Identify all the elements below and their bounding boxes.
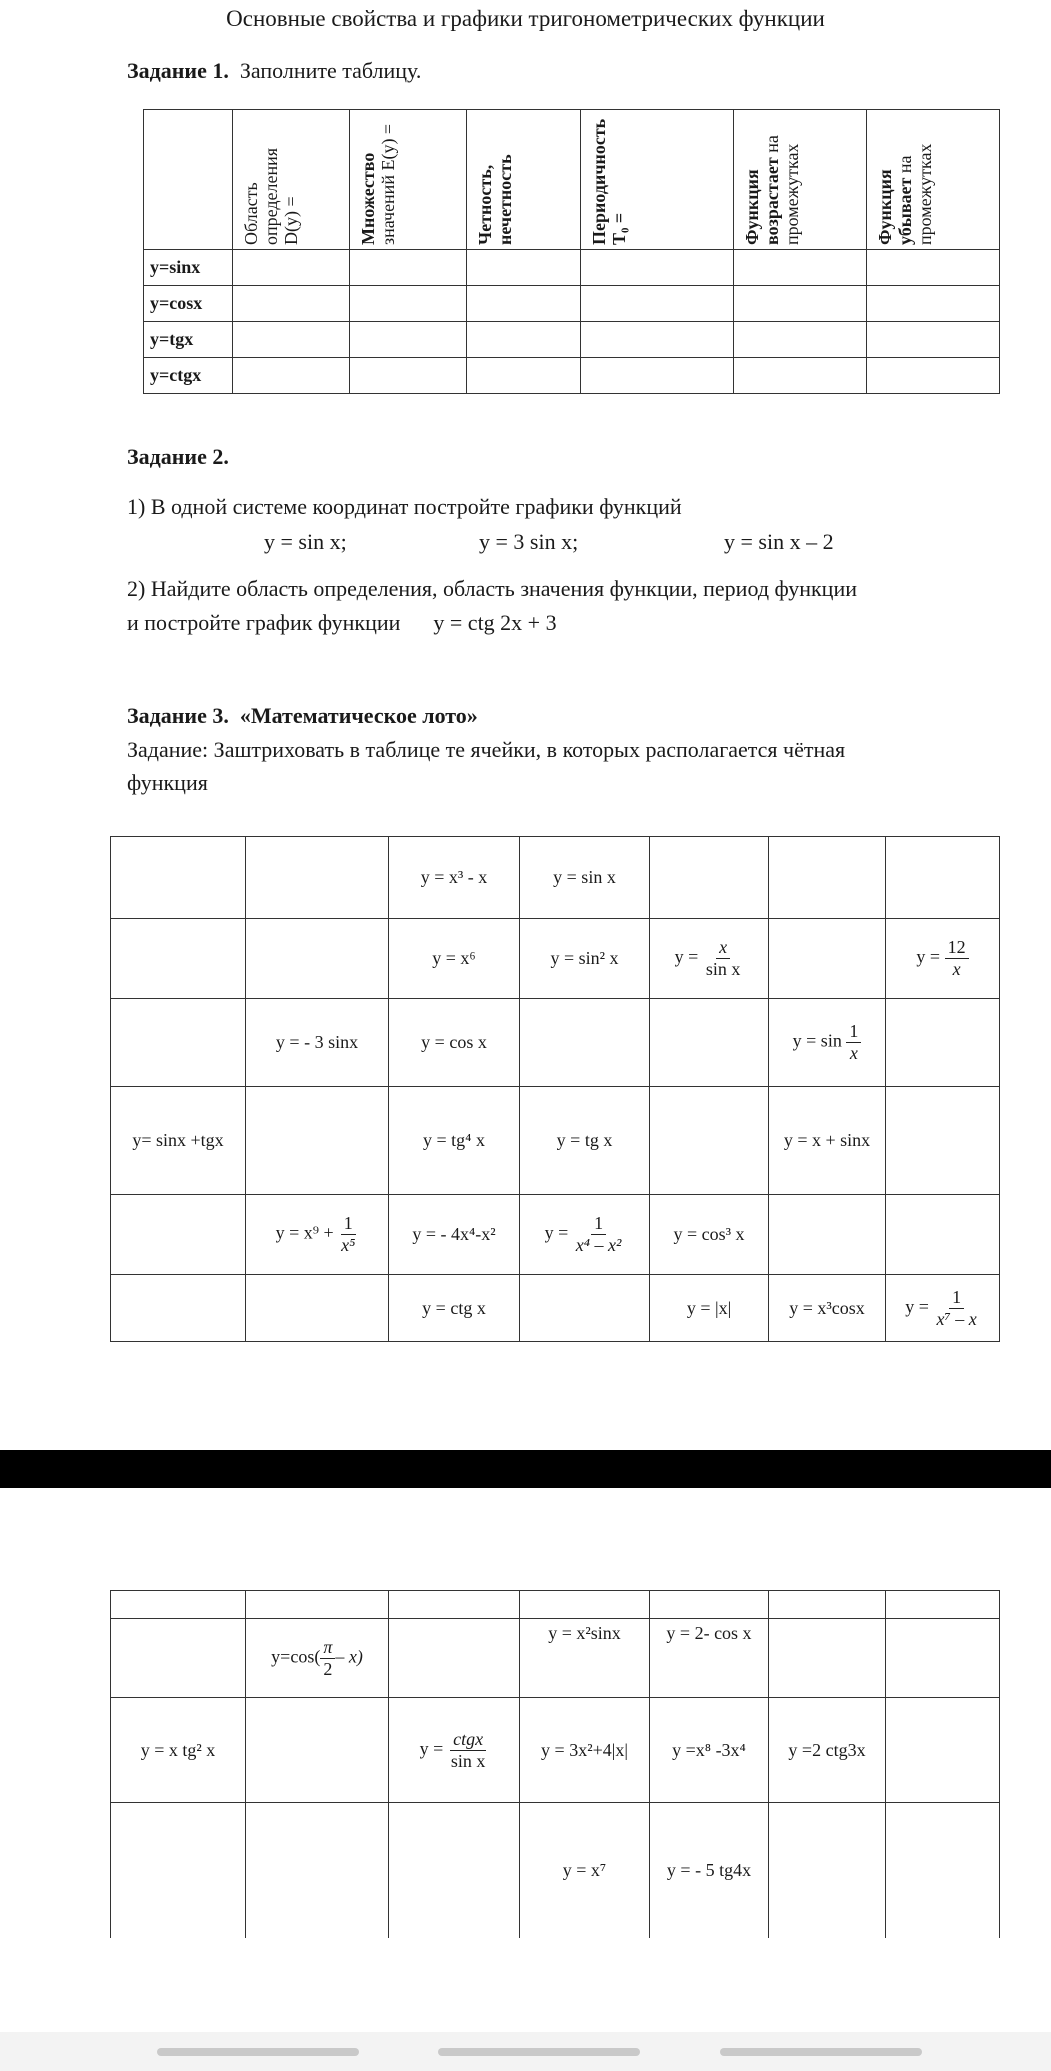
cell[interactable]	[246, 1275, 389, 1342]
cell[interactable]	[350, 322, 467, 358]
cell[interactable]	[867, 250, 1000, 286]
fraction: $\frac{1}{\text{x⁵}}$	[341, 1213, 356, 1255]
cell[interactable]	[886, 1087, 1000, 1195]
cell[interactable]	[350, 358, 467, 394]
cell[interactable]	[650, 1591, 769, 1619]
fraction: $\frac{1}{x}$	[846, 1021, 861, 1063]
fraction: $\frac{\text{ctgx}}{\text{sin x}}$	[450, 1728, 486, 1771]
page-separator	[0, 1450, 1051, 1488]
cell[interactable]	[389, 1803, 520, 1938]
cell[interactable]	[734, 286, 867, 322]
cell[interactable]	[246, 1087, 389, 1195]
cell[interactable]	[111, 1275, 246, 1342]
cell[interactable]: y = $\frac{1}{\text{x⁷ – x}}$	[886, 1275, 1000, 1342]
cell[interactable]	[111, 1591, 246, 1619]
properties-table	[143, 109, 1000, 394]
cell[interactable]: y = cos x	[389, 999, 520, 1087]
cell[interactable]: y = x⁷	[520, 1803, 650, 1938]
cell[interactable]	[650, 999, 769, 1087]
cell[interactable]	[467, 322, 581, 358]
row-label: y=tgx	[144, 322, 233, 358]
table-row	[111, 837, 1000, 919]
header-domain: Область определения D(y) =	[233, 110, 350, 250]
cell[interactable]: y = $\frac{1}{\text{x⁴ – x²}}$	[520, 1195, 650, 1275]
task3-text: Задание: Заштриховать в таблице те ячейки, в которых располагается чётная	[127, 737, 846, 762]
cell[interactable]	[111, 919, 246, 999]
cell[interactable]	[246, 1591, 389, 1619]
scroll-indicator[interactable]	[720, 2048, 922, 2056]
task2-func-3: y = sin x – 2	[724, 529, 834, 554]
table-row	[111, 1619, 1000, 1698]
table-row	[111, 1275, 1000, 1342]
cell[interactable]	[769, 837, 886, 919]
fraction: $\frac{1}{\text{x⁷ – x}}$	[936, 1286, 977, 1329]
lotto-table-1	[110, 836, 1000, 1342]
cell[interactable]	[111, 999, 246, 1087]
table-row	[111, 1195, 1000, 1275]
cell[interactable]	[886, 837, 1000, 919]
cell[interactable]: y = sin $\frac{1}{x}$	[769, 999, 886, 1087]
header-increasing: Функция возрастает на промежутках	[734, 110, 867, 250]
task1-text: Заполните таблицу.	[239, 58, 422, 83]
table-row	[144, 358, 1000, 394]
task2-item2: 2) Найдите область определения, область значения функции, период функции	[127, 576, 858, 601]
cell[interactable]	[111, 837, 246, 919]
scroll-indicator[interactable]	[438, 2048, 640, 2056]
cell[interactable]	[111, 1195, 246, 1275]
cell[interactable]	[867, 322, 1000, 358]
cell[interactable]: y = x⁶	[389, 919, 520, 999]
cell[interactable]	[734, 358, 867, 394]
cell[interactable]	[581, 358, 734, 394]
task2-func-2: y = 3 sin x;	[479, 529, 579, 554]
cell[interactable]	[246, 1698, 389, 1803]
row-label: y=ctgx	[144, 358, 233, 394]
table-row	[144, 286, 1000, 322]
cell[interactable]: y = $\frac{x}{\text{sin x}}$	[650, 919, 769, 999]
cell[interactable]: y =2 ctg3x	[769, 1698, 886, 1803]
task1-heading	[127, 58, 421, 84]
cell[interactable]	[886, 1619, 1000, 1698]
cell[interactable]	[111, 1619, 246, 1698]
cell[interactable]	[867, 358, 1000, 394]
cell[interactable]	[233, 250, 350, 286]
cell[interactable]	[650, 837, 769, 919]
cell[interactable]: y = |x|	[650, 1275, 769, 1342]
cell[interactable]	[769, 1591, 886, 1619]
table-row	[111, 999, 1000, 1087]
lotto-table-2	[110, 1590, 1000, 1938]
task2-item1: 1) В одной системе координат постройте графики функций	[127, 494, 682, 519]
task2-func-1: y = sin x;	[264, 529, 347, 554]
row-label: y=sinx	[144, 250, 233, 286]
table-row	[111, 1698, 1000, 1803]
cell[interactable]	[246, 1803, 389, 1938]
scroll-indicator[interactable]	[157, 2048, 359, 2056]
header-decreasing: Функция убывает на промежутках	[867, 110, 1000, 250]
table-row	[111, 1803, 1000, 1938]
task3-heading: Задание 3. «Математическое лото»	[127, 703, 478, 728]
cell[interactable]	[581, 250, 734, 286]
cell[interactable]: y = 3x²+4|x|	[520, 1698, 650, 1803]
fraction: $\frac{\pi}{2}$	[320, 1637, 335, 1679]
cell[interactable]	[886, 1698, 1000, 1803]
task2-item2-func: y = ctg 2x + 3	[433, 610, 557, 635]
cell[interactable]: y = x + sinx	[769, 1087, 886, 1195]
cell[interactable]: y =x⁸ -3x⁴	[650, 1698, 769, 1803]
cell[interactable]: y = - 3 sinx	[246, 999, 389, 1087]
cell[interactable]	[769, 1803, 886, 1938]
cell[interactable]: y = x³cosx	[769, 1275, 886, 1342]
table-row	[144, 322, 1000, 358]
cell[interactable]	[581, 322, 734, 358]
cell[interactable]: y = $\frac{\text{ctgx}}{\text{sin x}}$	[389, 1698, 520, 1803]
cell[interactable]	[769, 1195, 886, 1275]
header-corner	[144, 110, 233, 250]
cell[interactable]: y = x tg² x	[111, 1698, 246, 1803]
cell[interactable]	[520, 1275, 650, 1342]
cell[interactable]: y = - 4x⁴-x²	[389, 1195, 520, 1275]
cell[interactable]	[467, 250, 581, 286]
cell[interactable]	[520, 1591, 650, 1619]
task2-item2-cont: и постройте график функции y = ctg 2x + 3	[127, 610, 557, 635]
cell[interactable]: y = x²sinx	[520, 1619, 650, 1698]
cell[interactable]: y = $\frac{12}{x}$	[886, 919, 1000, 999]
table-row	[111, 919, 1000, 999]
cell[interactable]	[246, 919, 389, 999]
cell[interactable]	[886, 1591, 1000, 1619]
cell[interactable]	[389, 1591, 520, 1619]
cell[interactable]: y= sinx +tgx	[111, 1087, 246, 1195]
cell[interactable]: y = x⁹ + $\frac{1}{\text{x⁵}}$	[246, 1195, 389, 1275]
row-label: y=cosx	[144, 286, 233, 322]
cell[interactable]	[734, 322, 867, 358]
header-period: Периодичность Т₀ =	[581, 110, 734, 250]
cell[interactable]	[111, 1803, 246, 1938]
table-row	[111, 1087, 1000, 1195]
cell[interactable]	[233, 286, 350, 322]
fraction: $\frac{1}{\text{x⁴ – x²}}$	[575, 1213, 622, 1255]
cell[interactable]: y = tg x	[520, 1087, 650, 1195]
cell[interactable]: y = - 5 tg4x	[650, 1803, 769, 1938]
cell[interactable]: y = sin² x	[520, 919, 650, 999]
cell[interactable]	[520, 999, 650, 1087]
cell[interactable]	[650, 1087, 769, 1195]
table-row	[111, 1591, 1000, 1619]
cell[interactable]	[769, 919, 886, 999]
cell[interactable]: y = 2- cos x	[650, 1619, 769, 1698]
task1-label: Задание 1.	[127, 58, 229, 83]
cell[interactable]: y = sin x	[520, 837, 650, 919]
cell[interactable]	[233, 322, 350, 358]
cell[interactable]	[389, 1619, 520, 1698]
cell[interactable]	[734, 250, 867, 286]
cell[interactable]	[886, 1195, 1000, 1275]
cell[interactable]: y = x³ - x	[389, 837, 520, 919]
task3-text-cont: функция	[127, 770, 208, 795]
fraction: $\frac{12}{x}$	[945, 937, 969, 979]
table-row	[144, 250, 1000, 286]
page-title: Основные свойства и графики тригонометрических функции	[226, 6, 825, 31]
header-parity: Четность, нечетность	[467, 110, 581, 250]
cell[interactable]: y=cos( $\frac{\pi}{2}$ – x)	[246, 1619, 389, 1698]
cell[interactable]	[467, 286, 581, 322]
cell[interactable]	[886, 1803, 1000, 1938]
cell[interactable]	[581, 286, 734, 322]
cell[interactable]	[769, 1619, 886, 1698]
task2-label: Задание 2.	[127, 444, 229, 469]
cell[interactable]: y = ctg x	[389, 1275, 520, 1342]
cell[interactable]	[350, 286, 467, 322]
fraction: $\frac{x}{\text{sin x}}$	[705, 937, 741, 979]
header-range: Множество значений E(y) =	[350, 110, 467, 250]
cell[interactable]	[350, 250, 467, 286]
cell[interactable]: y = tg⁴ x	[389, 1087, 520, 1195]
cell[interactable]	[467, 358, 581, 394]
cell[interactable]	[867, 286, 1000, 322]
cell[interactable]	[246, 837, 389, 919]
cell[interactable]: y = cos³ x	[650, 1195, 769, 1275]
cell[interactable]	[233, 358, 350, 394]
table-header-row	[144, 110, 1000, 250]
cell[interactable]	[886, 999, 1000, 1087]
